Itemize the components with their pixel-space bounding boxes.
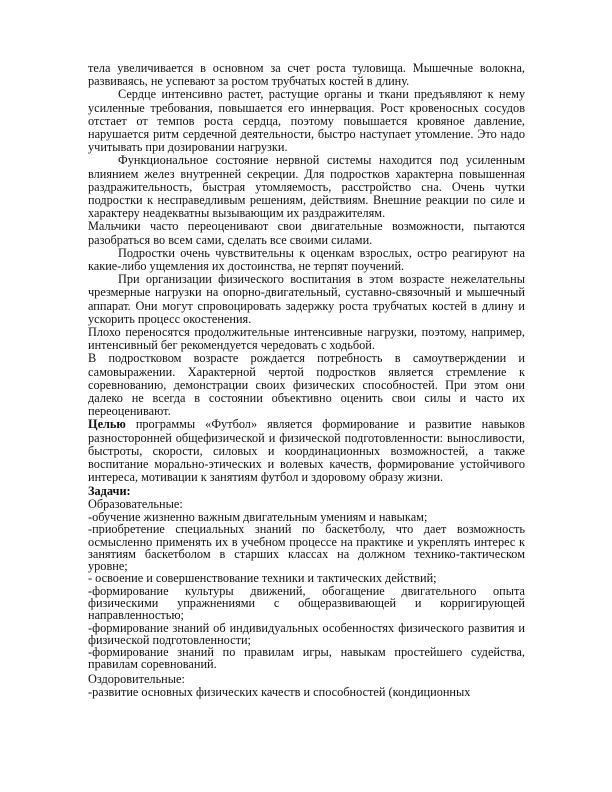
paragraph-physical-education-loads: При организации физического воспитания в этом возрасте нежелательны чрезмерные нагрузки на опорно-двигательный, суставно-связочный и мышечный аппарат. Они могут спровоцировать задержку роста трубчатых костей в длину и ускорить процесс окостенения.	[88, 272, 525, 326]
paragraph-program-goal	[88, 418, 525, 484]
paragraph-intensive-loads: Плохо переносятся продолжительные интенсивные нагрузки, поэтому, например, интенсивный бег рекомендуется чередовать с ходьбой.	[88, 325, 525, 353]
task-item: - освоение и совершенствование техники и тактических действий;	[88, 571, 437, 586]
task-item: -формирование знаний об индивидуальных особенностях физического развития и физической подготовленности;	[88, 620, 525, 647]
health-item: -развитие основных физических качеств и способностей (кондиционных	[88, 684, 471, 699]
goal-text: программы «Футбол» является формирование и развитие навыков разносторонней общефизической и физической подготовленности: выносливости, быстроты, скорости, силовых и координационных возможностей, а также воспитание морально-этических и волевых качеств, формирование устойчивого интереса, мотивации к занятиям футбол и здоровому образу жизни.	[88, 417, 525, 485]
task-item: -формирование культуры движений, обогащение двигательного опыта физическими упражнениями с общеразвивающей и корригирующей направленностью;	[88, 583, 525, 623]
paragraph-self-affirmation: В подростковом возрасте рождается потребность в самоутверждении и самовыражении. Характерной чертой подростков является стремление к соревнованию, демонстрации своих физических способностей. При этом они далеко не всегда в состоянии объективно оценить свои силы и часто их переоценивают.	[88, 351, 525, 419]
document-body	[88, 62, 525, 699]
paragraph-heart: Сердце интенсивно растет, растущие органы и ткани предъявляют к нему усиленные требования, повышается его иннервация. Рост кровеносных сосудов отстает от темпов роста сердца, поэтому повышается кровяное давление, нарушается ритм сердечной деятельности, быстро наступает утомление. Это надо учитывать при дозировании нагрузки.	[88, 87, 525, 155]
task-item: -приобретение специальных знаний по баскетболу, что дает возможность осмысленно применять их в учебном процессе на практике и укреплять интерес к занятиям баскетболом в старших классах на должном технико-тактическом уровне;	[88, 522, 525, 574]
paragraph-adult-evaluation: Подростки очень чувствительны к оценкам взрослых, остро реагируют на какие-либо ущемления их достоинства, не терпят поучений.	[88, 245, 525, 274]
task-item: -формирование знаний по правилам игры, навыкам простейшего судейства, правилам соревнований.	[88, 645, 525, 672]
health-heading: Оздоровительные:	[88, 671, 185, 686]
paragraph-nervous-system: Функциональное состояние нервной системы находится под усиленным влиянием желез внутренней секреции. Для подростков характерна повышенная раздражительность, быстрая утомляемость, расстройство сна. Очень чутки подростки к несправедливым решениям, действиям. Внешние реакции по силе и характеру неадекватны вызывающим их раздражителям.	[88, 153, 525, 221]
paragraph-boys-overestimate: Мальчики часто переоценивают свои двигательные возможности, пытаются разобраться во всем сами, сделать все своими силами.	[88, 219, 525, 247]
goal-label: Целью	[88, 417, 126, 432]
tasks-heading: Задачи:	[88, 483, 131, 498]
educational-heading: Образовательные:	[88, 496, 183, 511]
task-item: -обучение жизненно важным двигательным умениям и навыкам;	[88, 509, 428, 524]
paragraph-muscle-growth: тела увеличивается в основном за счет роста туловища. Мышечные волокна, развиваясь, не успевают за ростом трубчатых костей в длину.	[88, 61, 525, 89]
